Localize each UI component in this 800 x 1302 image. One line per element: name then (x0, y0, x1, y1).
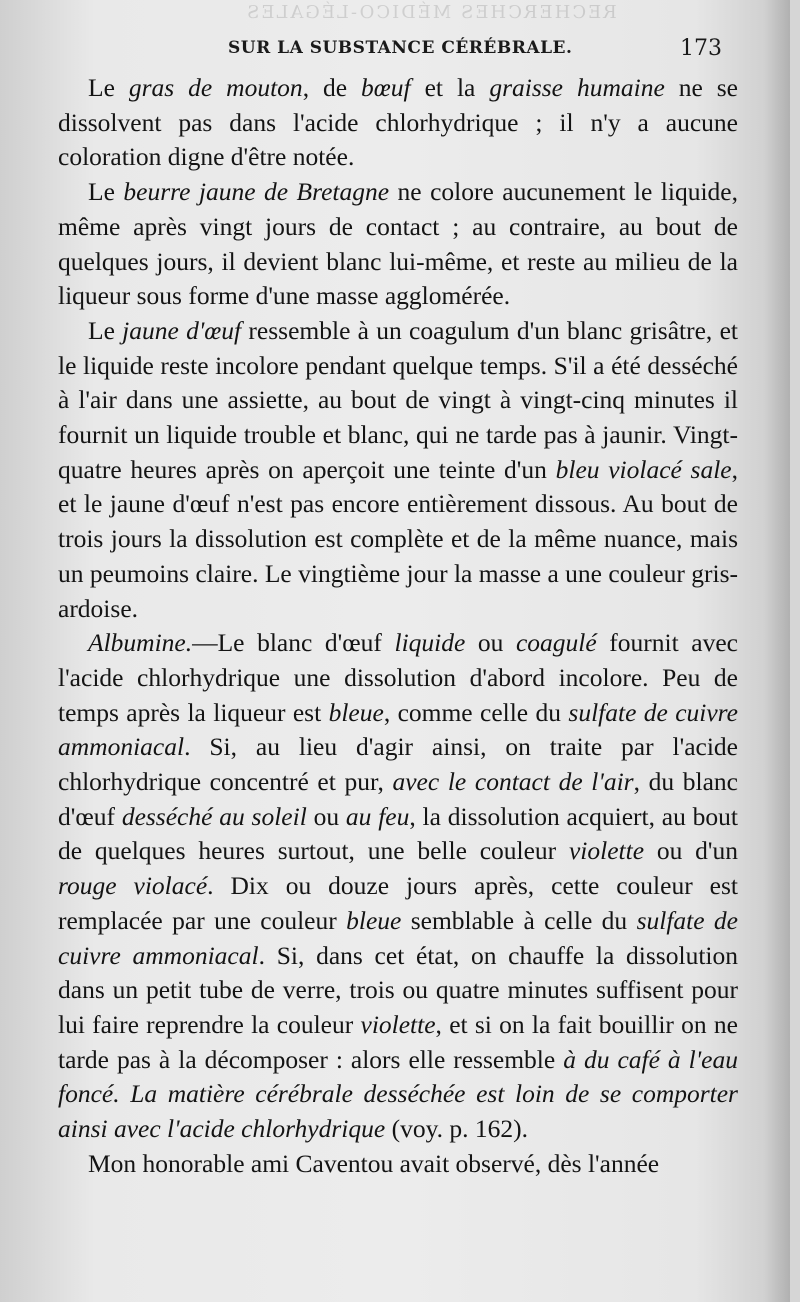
italic-run: beurre jaune de Bretagne (123, 177, 390, 207)
italic-run: rouge violacé (58, 871, 208, 901)
italic-run: bleu violacé sale (555, 454, 732, 484)
paragraph (58, 71, 738, 175)
paragraph (58, 626, 738, 1147)
italic-run: au feu (345, 801, 410, 831)
italic-run: desséché au soleil (121, 801, 307, 831)
italic-run: liquide (394, 628, 466, 658)
italic-run: avec le contact de l'air (392, 767, 634, 797)
text-run: , comme celle du (383, 697, 569, 727)
paragraph (58, 175, 738, 314)
text-run: Le (88, 73, 129, 102)
text-run: Le (88, 177, 124, 207)
italic-run: coagulé (515, 628, 597, 658)
paragraph (58, 1147, 738, 1182)
text-run: , et le jaune d'œuf n'est pas encore entièrement dissous. Au bout de trois jours la dissolution est complète et de la même nuance, mais un peumoins claire. Le vingtième jour la masse a une couleur gris-ardoise. (58, 454, 738, 623)
italic-run: bleue (346, 905, 402, 935)
italic-run: graisse humaine (489, 73, 665, 102)
text-run: , et si on la fait bouillir on ne tarde pas à la décomposer : alors elle ressemble (58, 1009, 738, 1074)
italic-run: gras de mouton (128, 73, 303, 102)
text-run: , de (302, 73, 362, 102)
text-run: et la (410, 73, 490, 102)
running-head (0, 38, 790, 68)
text-run: , du blanc d'œuf (58, 767, 738, 831)
text-run: Le (88, 315, 123, 345)
italic-run: violette (360, 1009, 436, 1039)
italic-run: sulfate de cuivre ammoniacal (58, 905, 739, 970)
text-run: ne colore aucunement le liquide, même après vingt jours de contact ; au contraire, au bout de quelques jours, il devient blanc lui-même, et reste au milieu de la liqueur sous forme d'une masse agglomérée. (58, 177, 738, 311)
italic-run: à du café à l'eau foncé. La matière cérébrale desséchée est loin de se comporter ainsi avec l'acide chlorhydrique (58, 1044, 739, 1144)
text-run: fournit avec l'acide chlorhydrique une dissolution d'abord incolore. Peu de temps après la liqueur est (58, 628, 738, 727)
text-run: ressemble à un coagulum d'un blanc grisâtre, et le liquide reste incolore pendant quelque temps. S'il a été desséché à l'air dans une assiette, au bout de vingt à vingt-cinq minutes il fournit un liquide trouble et blanc, qui ne tarde pas à jaunir. Vingt-quatre heures après on aperçoit une teinte d'un (58, 315, 738, 484)
text-run: (voy. p. 162). (385, 1114, 529, 1144)
bleed-through-text: RECHERCHES MÉDICO-LÉGALES (245, 2, 617, 23)
text-run: Mon honorable ami Caventou avait observé, dès l'année (88, 1148, 660, 1178)
paragraph (58, 314, 738, 626)
italic-run: violette (568, 836, 645, 866)
italic-run: jaune d'œuf (122, 315, 242, 345)
page-number: 173 (680, 36, 722, 61)
text-run: . Si, au lieu d'agir ainsi, on traite par l'acide chlorhydrique concentré et pur, (58, 732, 738, 797)
text-run: semblable à celle du (401, 905, 637, 935)
italic-run: sulfate de cuivre ammoniacal (58, 697, 738, 762)
text-run: ne se dissolvent pas dans l'acide chlorhydrique ; il n'y a aucune coloration digne d'être notée. (58, 73, 738, 172)
italic-run: bleue (328, 697, 384, 727)
italic-run: bœuf (361, 73, 411, 102)
italic-run: Albumine. (88, 628, 193, 658)
text-run: ou (306, 801, 346, 831)
page-edge-shadow (764, 0, 790, 1302)
body-text (58, 71, 738, 1182)
running-head-title: SUR LA SUBSTANCE CÉRÉBRALE. (228, 38, 573, 58)
text-run: ou d'un (644, 836, 738, 866)
text-run: , la dissolution acquiert, au bout de quelques heures surtout, une belle couleur (58, 801, 739, 866)
text-run: . Si, dans cet état, on chauffe la dissolution dans un petit tube de verre, trois ou quatre minutes suffisent pour lui faire reprendre la couleur (58, 940, 738, 1039)
text-run: ou (465, 628, 516, 658)
text-run: —Le blanc d'œuf (192, 628, 395, 658)
text-run: . Dix ou douze jours après, cette couleur est remplacée par une couleur (58, 871, 738, 935)
